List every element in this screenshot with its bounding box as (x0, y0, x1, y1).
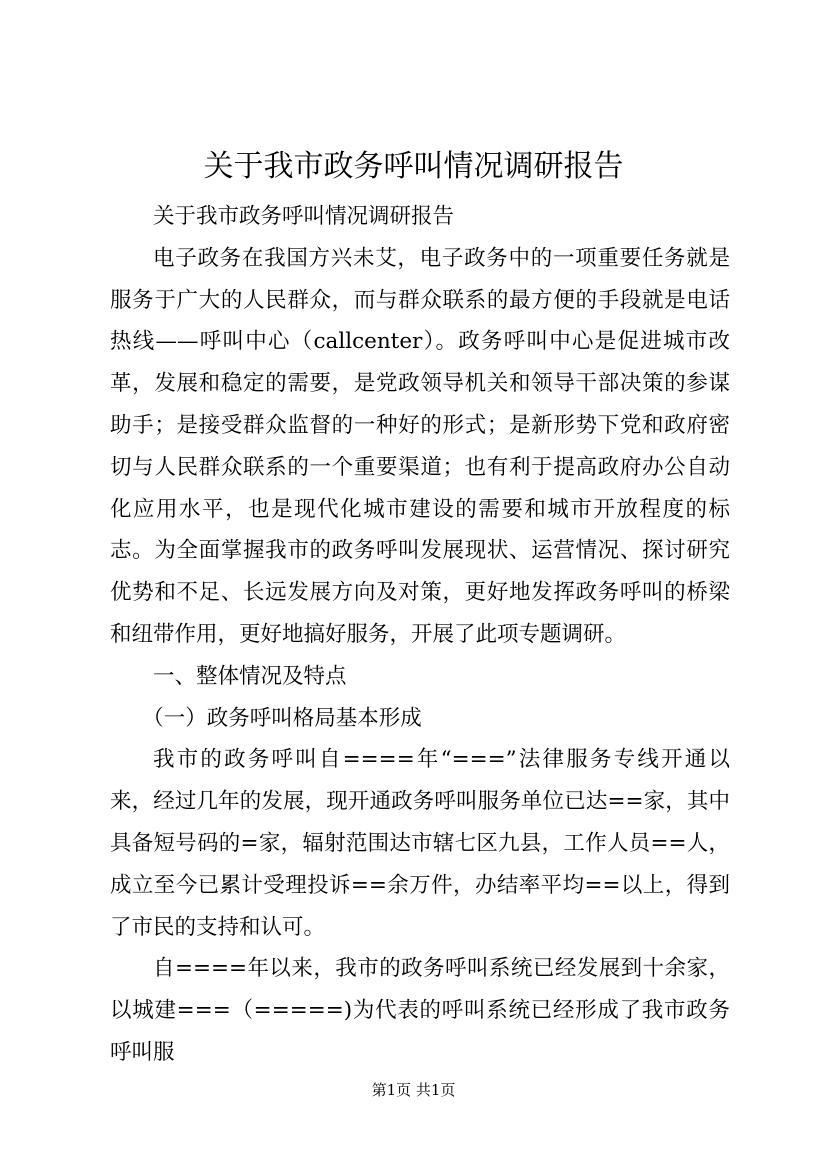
body-paragraph-2: 自====年以来，我市的政务呼叫系统已经发展到十余家，以城建===（=====)为代表的呼叫系统已经形成了我市政务呼叫服 (110, 956, 730, 1065)
body-paragraph-1: 我市的政务呼叫自====年“===”法律服务专线开通以来，经过几年的发展，现开通政务呼叫服务单位已达==家，其中具备短号码的=家，辐射范围达市辖七区九县，工作人员==人，成立至今已累计受理投诉==余万件，办结率平均==以上，得到了市民的支持和认可。 (110, 747, 730, 940)
repeated-title-paragraph: 关于我市政务呼叫情况调研报告 (153, 204, 455, 229)
section-heading-1: 一、整体情况及特点 (153, 663, 347, 689)
subsection-heading-1: （一）政务呼叫格局基本形成 (142, 705, 422, 731)
intro-paragraph: 电子政务在我国方兴未艾，电子政务中的一项重要任务就是服务于广大的人民群众，而与群众联系的最方便的手段就是电话热线——呼叫中心（callcenter）。政务呼叫中心是促进城市改革，发展和稳定的需要，是党政领导机关和领导干部决策的参谋助手；是接受群众监督的一种好的形式；是新形势下党和政府密切与人民群众联系的一个重要渠道；也有利于提高政府办公自动化应用水平，也是现代化城市建设的需要和城市开放程度的标志。为全面掌握我市的政务呼叫发展现状、运营情况、探讨研究优势和不足、长远发展方向及对策，更好地发挥政务呼叫的桥梁和纽带作用，更好地搞好服务，开展了此项专题调研。 (110, 245, 730, 647)
document-body (110, 196, 730, 1074)
page-footer: 第1页 共1页 (371, 1081, 456, 1099)
document-title: 关于我市政务呼叫情况调研报告 (203, 149, 624, 184)
